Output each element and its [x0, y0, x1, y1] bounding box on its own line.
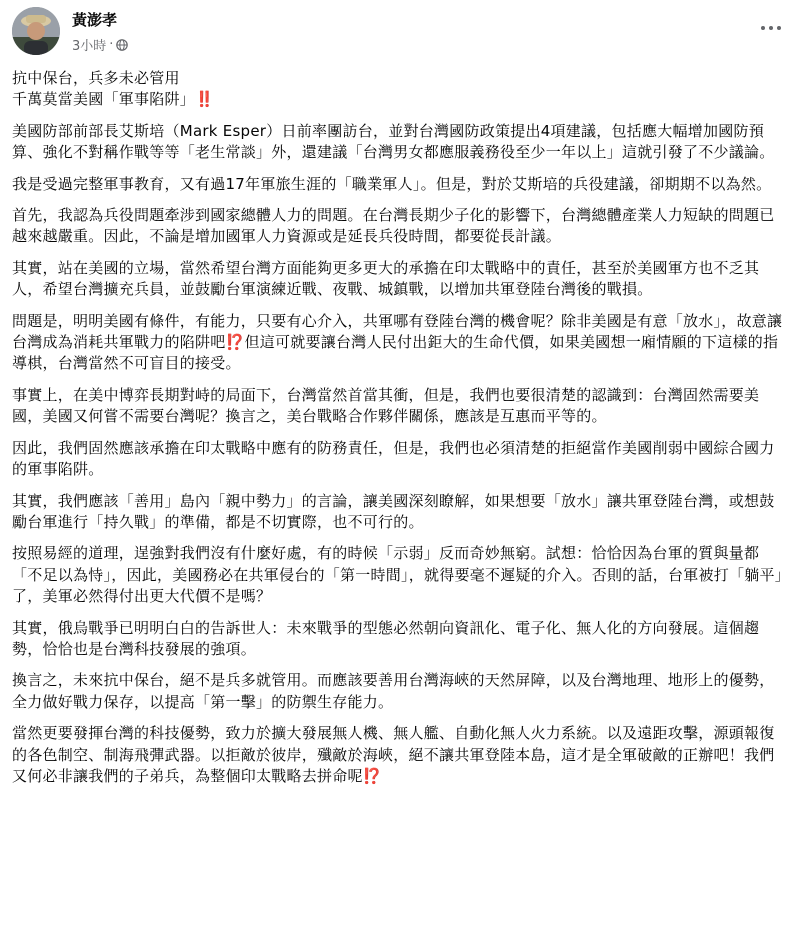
paragraph [12, 258, 789, 301]
paragraph-text: 其實，站在美國的立場，當然希望台灣方面能夠更多更大的承擔在印太戰略中的責任，甚至於美國軍方也不乏其人，希望台灣擴充兵員，並鼓勵台軍演練近戰、夜戰、城鎮戰，以增加共軍登陸台灣後的戰損。 [12, 258, 760, 299]
paragraph-text: 首先，我認為兵役問題牽涉到國家總體人力的問題。在台灣長期少子化的影響下，台灣總體產業人力短缺的問題已越來越嚴重。因此，不論是增加國軍人力資源或是延長兵役時間，都要從長計議。 [12, 206, 775, 246]
paragraph [12, 174, 789, 195]
paragraph-text: 其實，我們應該「善用」島內「親中勢力」的言論，讓美國深刻瞭解，如果想要「放水」讓共軍登陸台灣，或想鼓勵台軍進行「持久戰」的準備，都是不切實際，也不可行的。 [12, 491, 775, 531]
paragraph-text: 當然更要發揮台灣的科技優勢，致力於擴大發展無人機、無人艦、自動化無人火力系統。以及遠距攻擊，源頭報復的各色制空、制海飛彈武器。以拒敵於彼岸，殲敵於海峽，絕不讓共軍登陸本島，這才是全軍破敵的正辦吧！我們又何必非讓我們的子弟兵，為整個印太戰略去拼命呢 [12, 724, 775, 785]
intro-line: 抗中保台，兵多未必管用 [12, 69, 180, 87]
paragraph [12, 311, 789, 375]
paragraph-text: 美國防部前部長艾斯培（Mark Esper）日前率團訪台，並對台灣國防政策提出4項建議，包括應大幅增加國防預算、強化不對稱作戰等等「老生常談」外，還建議「台灣男女都應服義務役至少一年以上」這就引發了不少議論。 [12, 121, 775, 162]
paragraph-text: 按照易經的道理，逞強對我們沒有什麼好處，有的時候「示弱」反而奇妙無窮。試想：恰恰因為台軍的質與量都「不足以為恃」，因此，美國務必在共軍侵台的「第一時間」，就得要毫不遲疑的介入。否則的話，台軍被打「躺平」了，美軍必然得付出更大代價不是嗎？ [12, 544, 783, 606]
globe-icon [116, 39, 128, 51]
paragraph-text: 因此，我們固然應該承擔在印太戰略中應有的防務責任，但是，我們也必須清楚的拒絕當作美國削弱中國綜合國力的軍事陷阱。 [12, 438, 775, 479]
paragraph [12, 543, 789, 607]
paragraph-text: 其實，俄烏戰爭已明明白白的告訴世人：未來戰爭的型態必然朝向資訊化、電子化、無人化的方向發展。這個趨勢，恰恰也是台灣科技發展的強項。 [12, 618, 760, 658]
post-meta [72, 35, 128, 54]
paragraph [12, 385, 789, 428]
paragraph-text: 換言之，未來抗中保台，絕不是兵多就管用。而應該要善用台灣海峽的天然屏障，以及台灣地理、地形上的優勢，全力做好戰力保存，以提高「第一擊」的防禦生存能力。 [12, 671, 775, 711]
paragraph [12, 491, 789, 534]
post-body [12, 68, 789, 797]
post-intro [12, 68, 789, 111]
paragraph [12, 723, 789, 787]
paragraph [12, 618, 789, 661]
paragraph-text: 問題是，明明美國有條件，有能力，只要有心介入，共軍哪有登陸台灣的機會呢？除非美國是有意「放水」，故意讓台灣成為消耗共軍戰力的陷阱吧 [12, 311, 783, 352]
paragraph-text: 我是受過完整軍事教育，又有過17年軍旅生涯的「職業軍人」。但是，對於艾斯培的兵役建議，卻期期不以為然。 [12, 174, 772, 193]
paragraph-text: 事實上，在美中博弈長期對峙的局面下，台灣當然首當其衝，但是，我們也要很清楚的認識到：台灣固然需要美國，美國又何嘗不需要台灣呢？換言之，美台戰略合作夥伴關係，應該是互惠而平等的。 [12, 385, 760, 426]
double-exclamation-icon: ‼️ [195, 90, 214, 109]
paragraph [12, 670, 789, 713]
author-name[interactable]: 黃澎孝 [72, 11, 118, 29]
more-options-icon[interactable] [753, 13, 789, 43]
timestamp[interactable]: 3小時 [72, 39, 107, 54]
paragraph [12, 205, 789, 248]
avatar[interactable] [12, 7, 60, 55]
post-header [12, 7, 789, 57]
paragraph [12, 121, 789, 164]
interrobang-icon: ⁉️ [225, 333, 245, 352]
meta-separator: · [109, 37, 114, 52]
intro-line: 千萬莫當美國「軍事陷阱」 [12, 90, 196, 109]
paragraph-text: 但這可就要讓台灣人民付出鉅大的生命代價，如果美國想一廂情願的下這樣的指導棋，台灣當然不可盲目的接受。 [12, 333, 779, 373]
paragraph [12, 438, 789, 481]
interrobang-icon: ⁉️ [362, 766, 382, 785]
